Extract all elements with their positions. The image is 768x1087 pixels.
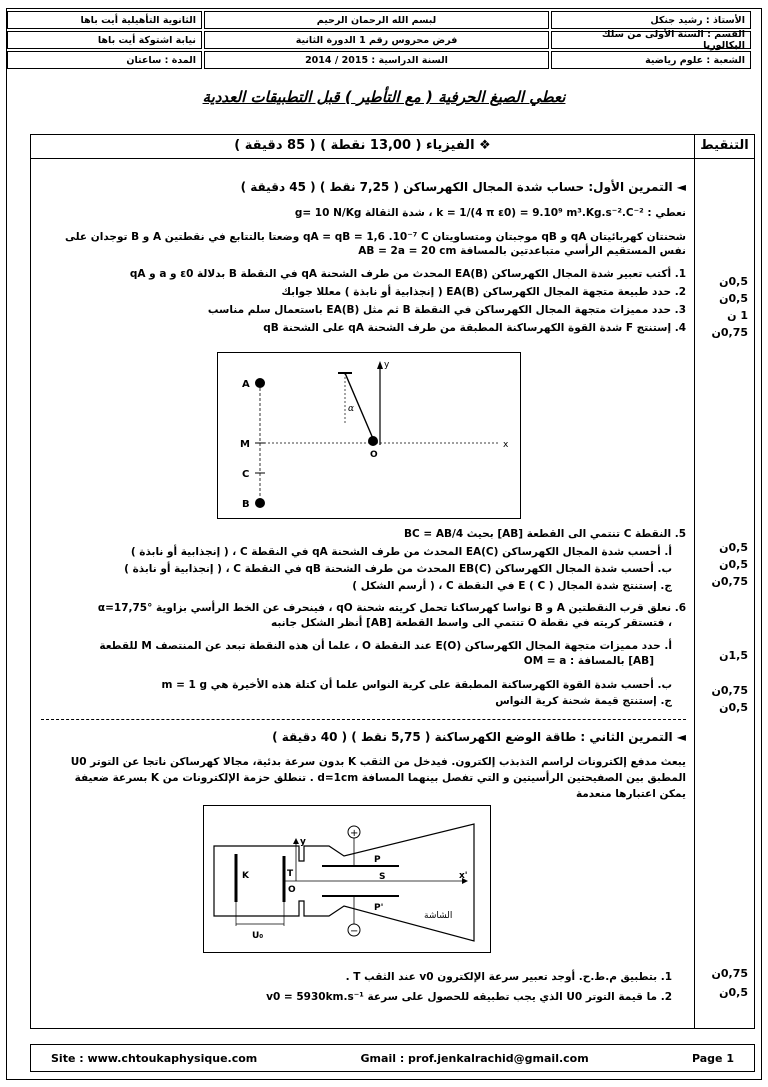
footer [30, 1044, 755, 1072]
class-name: القسم : السنة الأولى من سلك البكالوريا [551, 31, 751, 49]
school-name: الثانوية التأهيلية أيت باها [7, 11, 202, 29]
score-ex1-q3: 1 ن [727, 309, 748, 322]
svg-text:K: K [242, 871, 249, 881]
svg-text:B: B [242, 499, 250, 510]
footer-gmail: Gmail : prof.jenkalrachid@gmail.com [360, 1051, 589, 1065]
svg-text:O: O [288, 885, 296, 895]
score-ex1-q2: 0,5ن [719, 292, 748, 305]
svg-text:O: O [370, 450, 378, 460]
score-ex1-q6b: 0,75ن [711, 684, 748, 697]
score-ex1-q5a: 0,5ن [719, 541, 748, 554]
teacher-name: الأستاذ : رشيد جنكل [551, 11, 751, 29]
footer-site: Site : www.chtoukaphysique.com [51, 1051, 258, 1065]
charge-a [255, 378, 265, 388]
ex2-title: ◄ التمرين الثاني : طاقة الوضع الكهرساكنة ( 5,75 نقط ) ( 40 دقيقة ) [272, 730, 686, 744]
ex2-line-3: يمكن اعتبارها منعدمة [575, 788, 686, 800]
subtitle: نعطي الصيغ الحرفية ( مع التأطير ) قبل التطبيقات العددية [202, 88, 566, 106]
svg-text:α: α [348, 404, 355, 414]
ex1-q4: 4. إستنتج F شدة القوة الكهرساكنة المطبقة من طرف الشحنة qA على الشحنة qB [263, 322, 686, 334]
school-year: السنة الدراسية : 2015 / 2014 [204, 51, 549, 69]
score-column [694, 135, 754, 1028]
score-ex1-q4: 0,75ن [711, 326, 748, 339]
content-column [31, 135, 694, 1028]
pendulum-diagram [218, 353, 520, 518]
exam-title: فرض محروس رقم 1 الدورة الثانية [204, 31, 549, 49]
ex1-intro-2: نفس المستقيم الرأسي متباعدتين بالمسافة AB = 2a = 20 cm [358, 245, 686, 257]
score-ex2-q2: 0,5ن [719, 986, 748, 999]
svg-text:P: P [374, 855, 381, 865]
physics-header: ❖ الفيزياء ( 13,00 نقطة ) ( 85 دقيقة ) [31, 135, 694, 159]
oscilloscope-diagram [204, 806, 490, 952]
ex1-q5c: ج. إستنتج شدة المجال E ( C ) في النقطة C ، ( أرسم الشكل ) [352, 580, 672, 592]
svg-text:C: C [242, 469, 250, 480]
svg-text:P': P' [374, 903, 384, 913]
ex1-q3: 3. حدد مميزات متجهة المجال الكهرساكن في النقطة B ثم مثل EA(B) باستعمال سلم مناسب [207, 304, 686, 316]
branch: الشعبة : علوم رياضية [551, 51, 751, 69]
svg-text:A: A [242, 379, 250, 390]
ex2-figure [203, 805, 491, 953]
svg-text:x': x' [459, 871, 468, 881]
ex1-title: ◄ التمرين الأول: حساب شدة المجال الكهرساكن ( 7,25 نقط ) ( 45 دقيقة ) [240, 180, 686, 194]
ex1-q6c: ج. إستنتج قيمة شحنة كرية النواس [495, 695, 672, 707]
ex1-q5: 5. النقطة C تنتمي الى القطعة [AB] بحيث BC = AB/4 [404, 528, 686, 540]
ex1-q6: 6. نعلق قرب النقطتين A و B نواسا كهرساكنا تحمل كريته شحنة qO ، فينحرف عن الخط الرأسي بزاوية α=17,75° [97, 602, 686, 614]
ex1-q1: 1. أكتب تعبير شدة المجال الكهرساكن EA(B) المحدث من طرف الشحنة qA في النقطة B بدلالة ε0 و a و qA [129, 268, 686, 280]
score-header: التنقيط [695, 135, 754, 159]
svg-text:y: y [384, 360, 390, 370]
header [7, 9, 760, 67]
ex1-q5b: ب. أحسب شدة المجال الكهرساكن EB(C) المحدث من طرف الشحنة qB في النقطة C ، ( إنجذابية أو نابذة ) [124, 563, 672, 575]
svg-text:T: T [287, 869, 294, 879]
footer-page: Page 1 [691, 1051, 734, 1065]
svg-text:−: − [350, 926, 359, 937]
ex2-q1: 1. بتطبيق م.ط.ح. أوجد تعبير سرعة الإلكترون v0 عند الثقب T . [345, 971, 672, 983]
ex1-intro-1: شحنتان كهربائيتان qA و qB موجبتان ومتساويتان qA = qB = 1,6 .10⁻⁷ C وضعتا بالتتابع في نقطتين A و B توجدان على [65, 231, 686, 243]
ex2-line-2: المطبق بين الصفيحتين الرأسيتين و التي تفصل بينهما المسافة d=1cm . تنطلق حزمة الإلكترونات من K بسرعة ضعيفة [74, 772, 686, 784]
svg-text:S: S [379, 872, 386, 882]
ex1-q6b: ب. أحسب شدة القوة الكهرساكنة المطبقة على كرية النواس علما أن كتلة هذه الأخيرة هي m = 1 g [161, 679, 672, 691]
duration: المدة : ساعتان [7, 51, 202, 69]
ex1-figure [217, 352, 521, 519]
score-ex1-q1: 0,5ن [719, 275, 748, 288]
score-ex2-q1: 0,75ن [711, 967, 748, 980]
svg-text:M: M [240, 439, 250, 450]
ex2-line-1: يبعث مدفع إلكترونات لراسم التذبذب إلكترون. فيدخل من الثقب K بدون سرعة بدئية، مجالا كهرساكن ناتجا عن التوتر U0 [70, 756, 686, 768]
score-ex1-q6a: 1,5ن [719, 649, 748, 662]
score-ex1-q5c: 0,75ن [711, 575, 748, 588]
main-table [30, 134, 755, 1029]
directorate: نيابة اشتوكة أيت باها [7, 31, 202, 49]
svg-text:+: + [350, 828, 359, 839]
score-ex1-q6c: 0,5ن [719, 701, 748, 714]
ex1-q6a-cont: [AB] بالمسافة : OM = a [523, 655, 654, 667]
score-ex1-q5b: 0,5ن [719, 558, 748, 571]
ex2-q2: 2. ما قيمة التوتر U0 الذي يجب تطبيقه للحصول على سرعة v0 = 5930km.s⁻¹ [266, 991, 672, 1003]
svg-text:y: y [300, 837, 306, 847]
separator [41, 719, 686, 720]
basmala: لبسم الله الرحمان الرحيم [204, 11, 549, 29]
pendulum-ball [368, 436, 378, 446]
charge-b [255, 498, 265, 508]
ex1-q6a: أ. حدد مميزات متجهة المجال الكهرساكن E(O) عند النقطة O ، علما أن هذه النقطة تبعد عن المنتصف M للقطعة [99, 640, 672, 652]
ex1-q6-cont: ، فتستقر كريته في نقطة O تنتمي الى واسط القطعة [AB] أنظر الشكل جانبه [270, 617, 672, 629]
ex1-q5a: أ. أحسب شدة المجال الكهرساكن EA(C) المحدث من طرف الشحنة qA في النقطة C ، ( إنجذابية أو نابذة ) [130, 546, 672, 558]
svg-text:x: x [503, 440, 509, 450]
ex1-givens: نعطي : k = 1/(4 π ε0) = 9.10⁹ m³.Kg.s⁻².C⁻² ، شدة الثقالة g= 10 N/Kg [294, 207, 686, 219]
svg-text:U₀: U₀ [252, 931, 264, 941]
svg-text:الشاشة: الشاشة [424, 911, 453, 921]
ex1-q2: 2. حدد طبيعة متجهة المجال الكهرساكن EA(B) ( إنجذابية أو نابذة ) معللا جوابك [281, 286, 686, 298]
